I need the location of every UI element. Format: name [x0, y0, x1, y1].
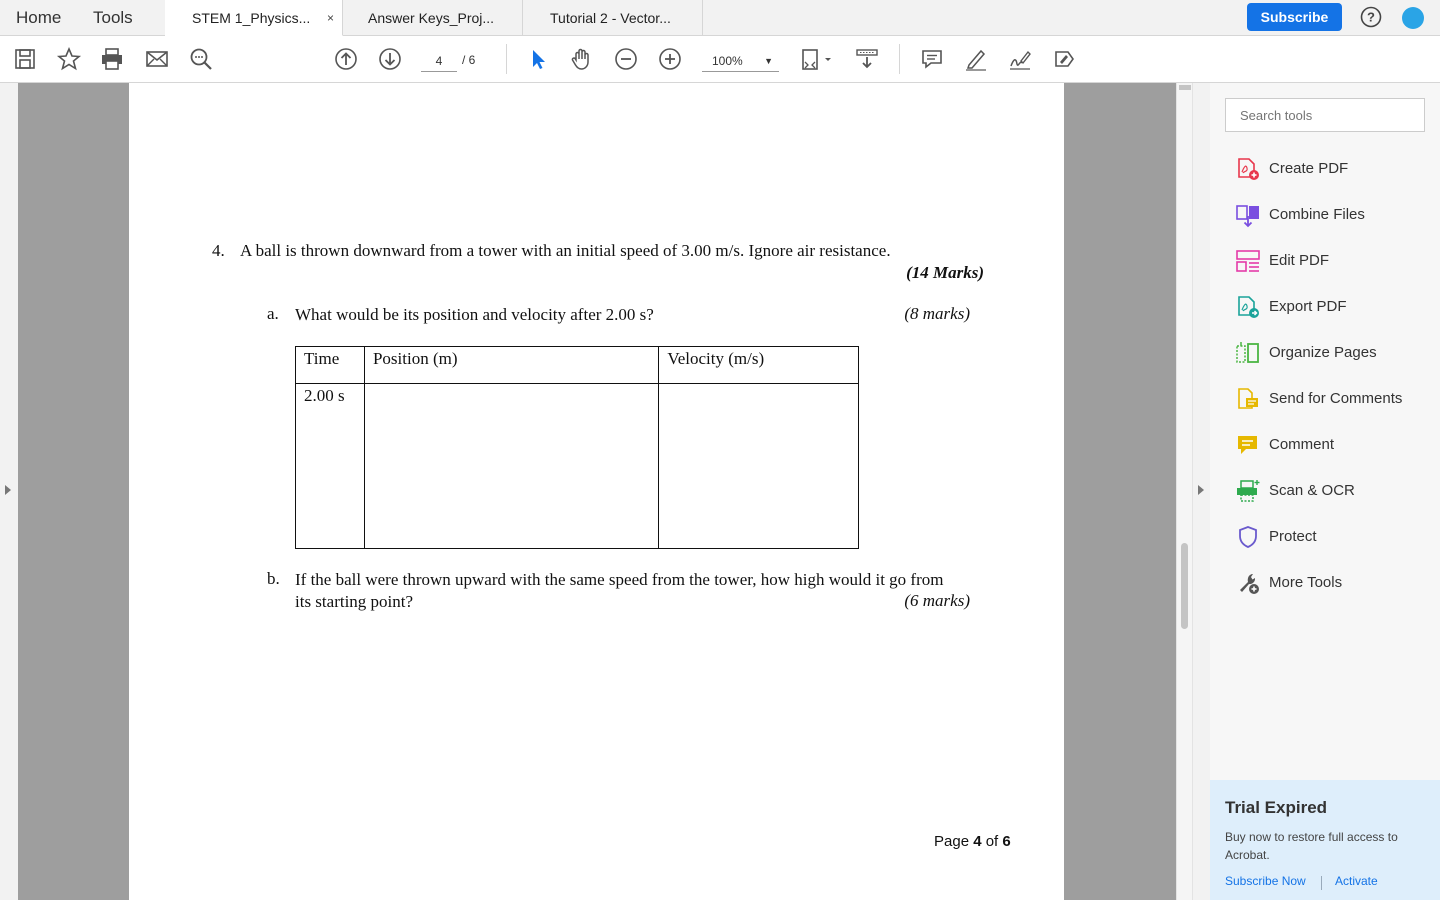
document-scrollbar[interactable]: [1176, 83, 1192, 900]
tab-label: STEM 1_Physics...: [192, 10, 311, 26]
star-icon[interactable]: [56, 46, 82, 72]
tool-label: More Tools: [1269, 574, 1343, 591]
pdf-page: [129, 83, 1064, 900]
hand-tool-icon[interactable]: [569, 46, 595, 72]
tool-label: Combine Files: [1269, 206, 1365, 223]
edit-pdf-icon: [1235, 248, 1261, 274]
tool-organize-pages[interactable]: [1235, 338, 1435, 368]
find-icon[interactable]: [188, 46, 214, 72]
table-cell: [659, 384, 859, 549]
tab-tutorial-2[interactable]: [523, 0, 703, 36]
combine-files-icon: [1235, 202, 1261, 228]
tab-answer-keys[interactable]: [343, 0, 523, 36]
tool-label: Organize Pages: [1269, 344, 1377, 361]
export-pdf-icon: [1235, 294, 1261, 320]
more-tools-icon: [1235, 570, 1261, 596]
send-for-comments-icon: [1235, 386, 1261, 412]
tools-panel: [1210, 83, 1440, 900]
footer-current-page: 4: [973, 833, 982, 850]
footer-prefix: Page: [934, 833, 974, 850]
toolbar-divider: [899, 44, 900, 74]
tab-label: Tutorial 2 - Vector...: [550, 10, 671, 26]
page-number-input[interactable]: [421, 50, 457, 72]
svg-text:?: ?: [1367, 9, 1375, 25]
tool-more-tools[interactable]: [1235, 568, 1435, 598]
comment-icon[interactable]: [919, 46, 945, 72]
scrollbar-thumb[interactable]: [1181, 543, 1188, 629]
highlight-pen-icon[interactable]: [963, 46, 989, 72]
tool-label: Create PDF: [1269, 160, 1349, 177]
footer-middle: of: [981, 833, 1003, 850]
tool-comment[interactable]: [1235, 430, 1435, 460]
tool-edit-pdf[interactable]: [1235, 246, 1435, 276]
top-tab-bar: [0, 0, 1440, 36]
home-link[interactable]: Home: [16, 8, 62, 27]
toolbar-divider: [506, 44, 507, 74]
zoom-out-icon[interactable]: [613, 46, 639, 72]
chevron-right-icon: [1198, 485, 1204, 495]
subscribe-button[interactable]: Subscribe: [1247, 3, 1342, 31]
table-header: Velocity (m/s): [659, 347, 859, 384]
part-b-letter: b.: [267, 569, 280, 588]
trial-title: Trial Expired: [1225, 798, 1328, 817]
question-marks: (14 Marks): [906, 263, 984, 282]
footer-total-pages: 6: [1002, 833, 1011, 850]
table-cell: 2.00 s: [296, 384, 365, 549]
tool-export-pdf[interactable]: [1235, 292, 1435, 322]
question-text: A ball is thrown downward from a tower with an initial speed of 3.00 m/s. Ignore air resistance.: [240, 241, 891, 260]
trial-expired-banner: [1210, 780, 1440, 900]
part-a-marks: (8 marks): [904, 304, 970, 323]
zoom-in-icon[interactable]: [657, 46, 683, 72]
protect-icon: [1235, 524, 1261, 550]
table-header: Time: [296, 347, 365, 384]
tool-label: Edit PDF: [1269, 252, 1330, 269]
left-panel-toggle[interactable]: [0, 83, 18, 900]
tools-link[interactable]: Tools: [93, 8, 133, 27]
tab-label: Answer Keys_Proj...: [368, 10, 495, 26]
answer-table: [295, 346, 859, 549]
tool-label: Comment: [1269, 436, 1335, 453]
sign-icon[interactable]: [1007, 46, 1033, 72]
main-toolbar: [0, 36, 1440, 83]
chevron-right-icon: [5, 485, 11, 495]
previous-page-icon[interactable]: [333, 46, 359, 72]
part-b-text-line1: If the ball were thrown upward with the same speed from the tower, how high would it go from: [295, 570, 944, 589]
tool-label: Export PDF: [1269, 298, 1347, 315]
tool-protect[interactable]: [1235, 522, 1435, 552]
close-icon[interactable]: ×: [326, 11, 334, 25]
select-cursor-icon[interactable]: [525, 46, 551, 72]
right-panel-toggle[interactable]: [1192, 83, 1210, 900]
table-header: Position (m): [364, 347, 658, 384]
tool-combine-files[interactable]: [1235, 200, 1435, 230]
tool-label: Scan & OCR: [1269, 482, 1355, 499]
scrollbar-top-marker: [1179, 85, 1191, 90]
avatar[interactable]: [1402, 7, 1424, 29]
page-total: / 6: [462, 53, 476, 67]
tool-send-for-comments[interactable]: [1235, 384, 1435, 414]
page-fit-icon[interactable]: [800, 46, 834, 72]
link-divider: [1321, 876, 1322, 890]
page-footer: [934, 833, 1011, 850]
tool-scan-ocr[interactable]: [1235, 476, 1435, 506]
activate-link[interactable]: Activate: [1335, 874, 1378, 888]
scroll-mode-icon[interactable]: [854, 46, 880, 72]
zoom-level-select[interactable]: [702, 50, 779, 72]
part-b-marks: (6 marks): [904, 591, 970, 610]
document-viewer: [18, 83, 1176, 900]
tool-label: Protect: [1269, 528, 1317, 545]
scan-ocr-icon: [1235, 478, 1261, 504]
save-icon[interactable]: [12, 46, 38, 72]
create-pdf-icon: [1235, 156, 1261, 182]
trial-description: Buy now to restore full access to Acrobat.: [1225, 830, 1398, 862]
email-icon[interactable]: [144, 46, 170, 72]
chevron-down-icon: ▼: [764, 56, 773, 66]
fill-sign-icon[interactable]: [1051, 46, 1077, 72]
subscribe-now-link[interactable]: Subscribe Now: [1225, 874, 1306, 888]
question-number: 4.: [212, 241, 225, 260]
comment-icon: [1235, 432, 1261, 458]
tab-stem-physics[interactable]: [165, 0, 343, 36]
table-cell: [364, 384, 658, 549]
tool-label: Send for Comments: [1269, 390, 1403, 407]
part-b-text-line2: its starting point?: [295, 592, 414, 611]
part-a-text: What would be its position and velocity after 2.00 s?: [295, 305, 654, 324]
organize-pages-icon: [1235, 340, 1261, 366]
search-tools-input[interactable]: [1225, 98, 1425, 132]
part-a-letter: a.: [267, 304, 279, 323]
help-icon[interactable]: [1360, 6, 1382, 28]
zoom-level-value: 100%: [712, 54, 743, 68]
print-icon[interactable]: [99, 46, 125, 72]
tool-create-pdf[interactable]: [1235, 154, 1435, 184]
next-page-icon[interactable]: [377, 46, 403, 72]
table-header-row: [296, 347, 859, 384]
table-row: [296, 384, 859, 549]
